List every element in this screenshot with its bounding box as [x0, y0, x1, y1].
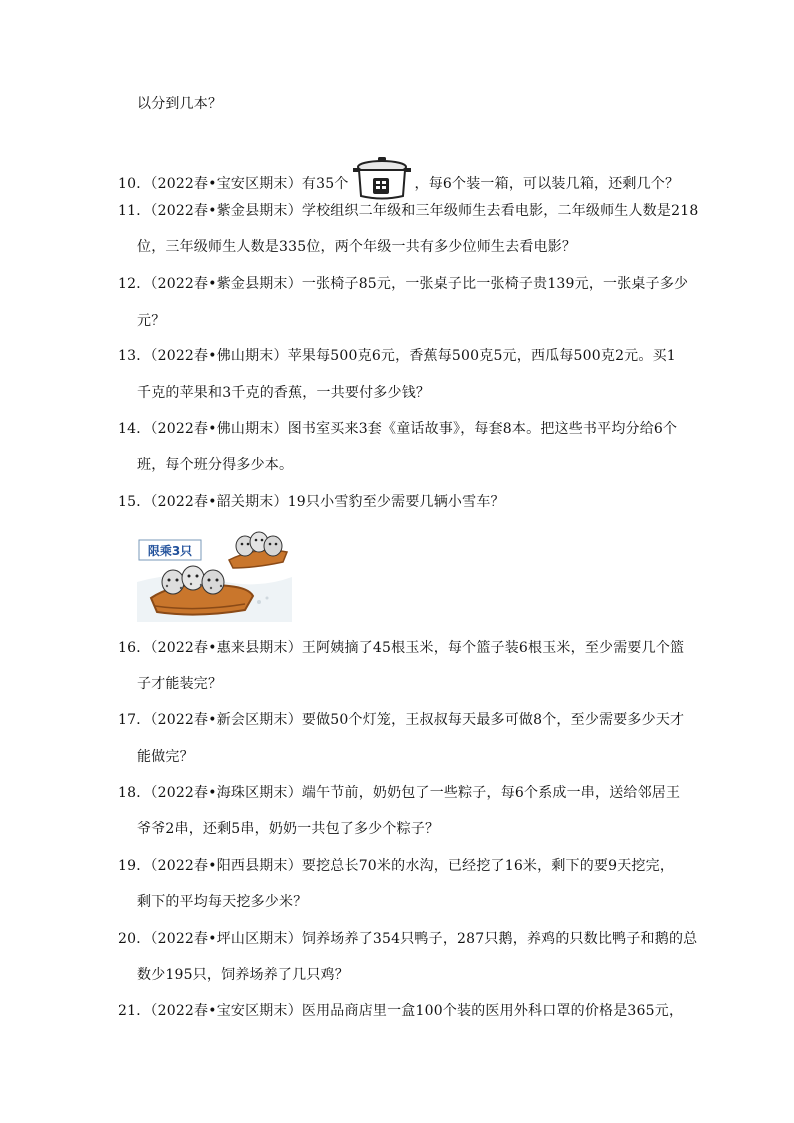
question-16-line-1: 16．（2022春•惠来县期末）王阿姨摘了45根玉米，每个篮子装6根玉米，至少需要几个篮	[118, 640, 685, 656]
question-19-line-2: 剩下的平均每天挖多少米？	[137, 894, 308, 910]
question-16-line-2: 子才能装完？	[137, 676, 223, 692]
question-20-line-1: 20．（2022春•坪山区期末）饲养场养了354只鸭子，287只鹅，养鸡的只数比鸭子和鹅的总	[118, 931, 698, 947]
snow-leopard-sled-illustration	[137, 522, 292, 622]
question-17-line-2: 能做完？	[137, 749, 194, 765]
question-21-line-1: 21．（2022春•宝安区期末）医用品商店里一盒100个装的医用外科口罩的价格是365元，	[118, 1003, 684, 1019]
question-10-text-end: ，每6个装一箱，可以装几箱，还剩几个？	[414, 176, 680, 192]
question-18-line-1: 18．（2022春•海珠区期末）端午节前，奶奶包了一些粽子，每6个系成一串，送给邻居王	[118, 785, 681, 801]
question-20-line-2: 数少195只，饲养场养了几只鸡？	[137, 967, 349, 983]
question-13-line-1: 13．（2022春•佛山期末）苹果每500克6元，香蕉每500克5元，西瓜每500克2元。买1	[118, 348, 676, 364]
question-12-line-2: 元？	[137, 313, 166, 329]
question-10	[118, 156, 679, 202]
question-17-line-1: 17．（2022春•新会区期末）要做50个灯笼，王叔叔每天最多可做8个，至少需要多少天才	[118, 712, 685, 728]
rice-cooker-icon	[351, 156, 413, 202]
question-13-line-2: 千克的苹果和3千克的香蕉，一共要付多少钱？	[137, 385, 431, 401]
question-11-line-2: 位，三年级师生人数是335位，两个年级一共有多少位师生去看电影？	[137, 239, 577, 255]
question-15: 15．（2022春•韶关期末）19只小雪豹至少需要几辆小雪车？	[118, 494, 505, 510]
question-11-line-1: 11．（2022春•紫金县期末）学校组织二年级和三年级师生去看电影，二年级师生人数是218	[118, 203, 699, 219]
question-18-line-2: 爷爷2串，还剩5串，奶奶一共包了多少个粽子？	[137, 821, 440, 837]
question-10-text-start: 10．（2022春•宝安区期末）有35个	[118, 176, 349, 192]
question-9-continuation: 以分到几本？	[137, 96, 223, 112]
question-19-line-1: 19．（2022春•阳西县期末）要挖总长70米的水沟，已经挖了16米，剩下的要9天挖完，	[118, 858, 675, 874]
question-12-line-1: 12．（2022春•紫金县期末）一张椅子85元，一张桌子比一张椅子贵139元，一张桌子多少	[118, 276, 689, 292]
question-14-line-1: 14．（2022春•佛山期末）图书室买来3套《童话故事》，每套8本。把这些书平均分给6个	[118, 421, 678, 437]
sled-sign-text: 限乘3只	[147, 544, 193, 558]
question-14-line-2: 班，每个班分得多少本。	[137, 457, 294, 473]
